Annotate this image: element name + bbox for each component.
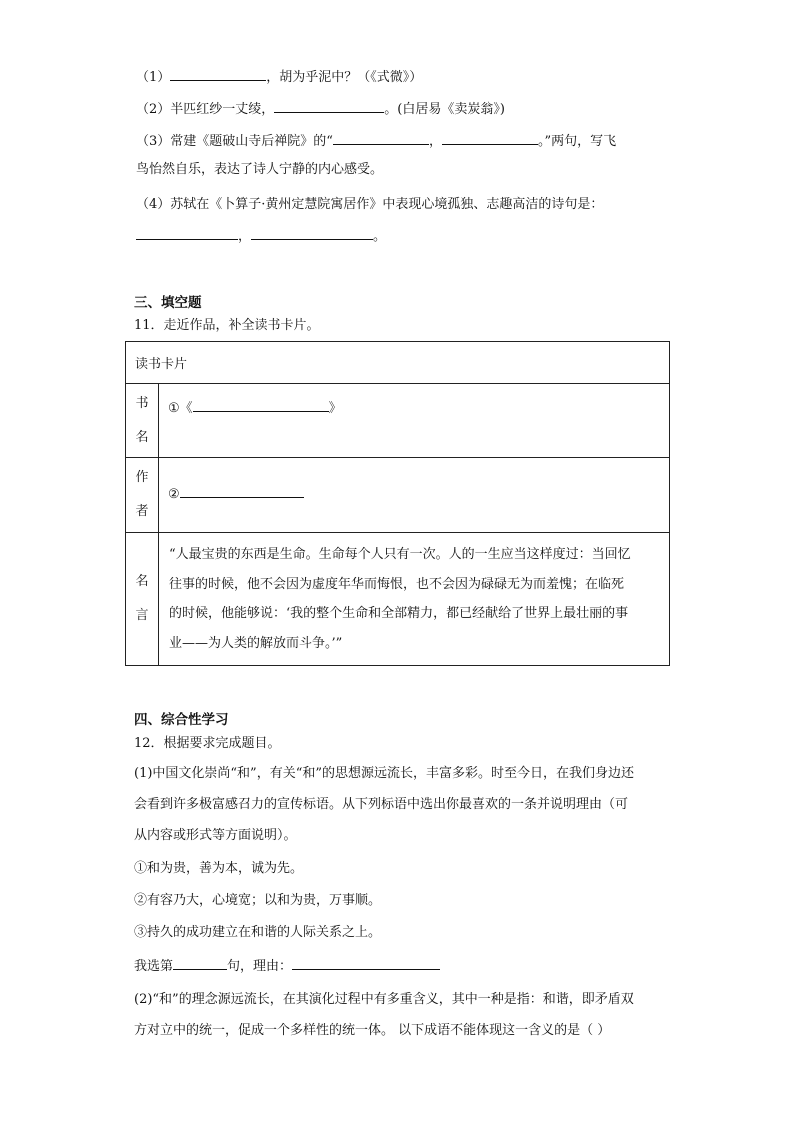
answer-blank[interactable] xyxy=(170,68,266,81)
book-title-prefix: ①《 xyxy=(168,401,193,416)
quote-line: 的时候，他能够说：‘我的整个生命和全部精力，都已经献给了世界上最壮丽的事 xyxy=(169,606,629,621)
item-suffix: 。”两句，写飞 xyxy=(537,134,617,149)
item-suffix: 。(白居易《卖炭翁》) xyxy=(384,102,505,117)
label-book-title xyxy=(126,384,159,458)
question-10-4 xyxy=(136,196,603,214)
item-prefix: 常建《题破山寺后禅院》的“ xyxy=(170,134,333,149)
paragraph-line: 方对立中的统一，促成一个多样性的统一体。 以下成语不能体现这一含义的是（ ） xyxy=(134,1023,611,1038)
item-separator: ， xyxy=(428,134,442,149)
author-cell xyxy=(159,458,670,533)
question-10-2 xyxy=(136,100,505,119)
item-end: 。 xyxy=(373,229,387,244)
author-prefix: ② xyxy=(168,487,180,502)
choice-line xyxy=(134,957,440,976)
paragraph-line: 会看到许多极富感召力的宣传标语。从下列标语中选出你最喜欢的一条并说明理由（可 xyxy=(134,797,629,812)
choice-number-blank[interactable] xyxy=(173,957,227,970)
paragraph-line: 从内容或形式等方面说明）。 xyxy=(134,828,297,843)
section-heading-3: 三、填空题 xyxy=(134,295,202,311)
answer-blank[interactable] xyxy=(333,132,429,145)
item-prefix: 半匹红纱一丈绫， xyxy=(170,102,275,117)
label-quote xyxy=(126,533,159,666)
label-char: 名 xyxy=(135,574,149,589)
item-number: （4） xyxy=(136,197,171,212)
question-10-3-line2: 鸟怡然自乐，表达了诗人宁静的内心感受。 xyxy=(136,162,384,177)
section-heading-4: 四、综合性学习 xyxy=(134,712,229,728)
question-10-1 xyxy=(136,68,422,87)
question-10-3 xyxy=(136,132,616,151)
quote-line: “人最宝贵的东西是生命。生命每个人只有一次。人的一生应当这样度过：当回忆 xyxy=(169,547,631,562)
label-char: 名 xyxy=(135,429,149,445)
item-text: 苏轼在《卜算子·黄州定慧院寓居作》中表现心境孤独、志趣高洁的诗句是： xyxy=(170,197,604,212)
question-12: 12．根据要求完成题目。 xyxy=(134,736,281,751)
item-number: （3） xyxy=(136,134,171,149)
quote-line: 业——为人类的解放而斗争。’” xyxy=(169,635,343,651)
author-blank[interactable] xyxy=(180,485,304,498)
label-char: 言 xyxy=(135,608,149,623)
paragraph-line: (1)中国文化崇尚“和”，有关“和”的思想源远流长，丰富多彩。时至今日，在我们身边还 xyxy=(134,766,634,781)
slogan-item: ③持久的成功建立在和谐的人际关系之上。 xyxy=(134,925,382,940)
answer-blank[interactable] xyxy=(274,100,384,113)
item-number: （2） xyxy=(136,102,171,117)
label-char: 作 xyxy=(135,470,149,485)
label-author xyxy=(126,458,159,533)
item-number: （1） xyxy=(136,70,171,85)
card-title: 读书卡片 xyxy=(126,342,670,384)
slogan-item: ①和为贵，善为本，诚为先。 xyxy=(134,861,304,876)
quote-line: 往事的时候，他不会因为虚度年华而悔恨，也不会因为碌碌无为而羞愧；在临死 xyxy=(169,576,625,592)
choice-prefix: 我选第 xyxy=(134,959,174,974)
paragraph-line: (2)“和”的理念源远流长，在其演化过程中有多重含义，其中一种是指：和谐，即矛盾双 xyxy=(134,992,634,1007)
answer-blank[interactable] xyxy=(136,227,238,240)
book-title-suffix: 》 xyxy=(328,401,342,416)
choice-mid: 句，理由： xyxy=(227,959,293,974)
label-char: 书 xyxy=(135,395,149,411)
quote-cell xyxy=(159,533,670,666)
item-separator: ， xyxy=(238,229,252,244)
slogan-item: ②有容乃大，心境宽；以和为贵，万事顺。 xyxy=(134,893,382,908)
book-title-cell xyxy=(159,384,670,458)
label-char: 者 xyxy=(135,504,149,519)
answer-blank[interactable] xyxy=(251,227,373,240)
book-title-blank[interactable] xyxy=(193,399,329,412)
reason-blank[interactable] xyxy=(292,957,440,970)
item-text: ，胡为乎泥中？（《式微》） xyxy=(266,70,423,85)
reading-card-table xyxy=(125,341,670,666)
answer-blank[interactable] xyxy=(442,132,538,145)
question-11: 11．走近作品，补全读书卡片。 xyxy=(134,318,320,333)
question-10-4-line2 xyxy=(136,227,386,246)
